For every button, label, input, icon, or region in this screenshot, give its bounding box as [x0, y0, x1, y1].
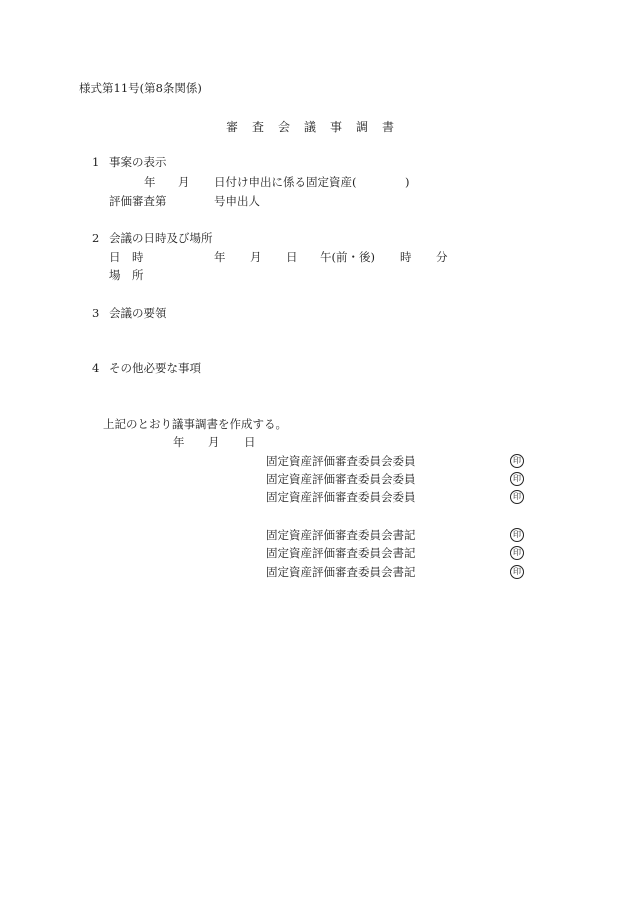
section-number: 1	[92, 155, 100, 169]
hour-label: 時	[400, 250, 412, 264]
place-label: 場 所	[109, 268, 144, 282]
month-label: 月	[178, 175, 190, 189]
closing-statement: 上記のとおり議事調書を作成する。	[103, 417, 287, 431]
signature-role: 固定資産評価審査委員会委員	[266, 454, 416, 468]
seal-icon: 印	[510, 528, 524, 542]
seal-icon: 印	[510, 454, 524, 468]
datetime-label: 日 時	[109, 250, 144, 264]
seal-icon: 印	[510, 565, 524, 579]
month-label: 月	[250, 250, 262, 264]
review-number-prefix: 評価審査第	[109, 194, 167, 208]
title-char: 会	[278, 120, 291, 134]
signature-role: 固定資産評価審査委員会書記	[266, 546, 416, 560]
application-text: 日付け申出に係る固定資産(	[214, 175, 357, 189]
signature-role: 固定資産評価審査委員会書記	[266, 528, 416, 542]
title-char: 書	[382, 120, 395, 134]
title-char: 議	[304, 120, 317, 134]
signature-role: 固定資産評価審査委員会書記	[266, 565, 416, 579]
section-number: 2	[92, 231, 100, 245]
section-number: 4	[92, 361, 100, 375]
signature-role: 固定資産評価審査委員会委員	[266, 490, 416, 504]
close-paren: )	[405, 175, 410, 189]
seal-icon: 印	[510, 546, 524, 560]
signature-role: 固定資産評価審査委員会委員	[266, 472, 416, 486]
document-title	[226, 120, 408, 134]
day-label: 日	[286, 250, 298, 264]
section-number: 3	[92, 306, 100, 320]
applicant-label: 号申出人	[214, 194, 260, 208]
seal-icon: 印	[510, 490, 524, 504]
section-label: 会議の日時及び場所	[109, 231, 213, 245]
closing-year: 年	[173, 435, 185, 449]
year-label: 年	[214, 250, 226, 264]
section-label: 事案の表示	[109, 155, 167, 169]
title-char: 査	[252, 120, 265, 134]
title-char: 調	[356, 120, 369, 134]
ampm-label: 午(前・後)	[320, 250, 375, 264]
title-char: 事	[330, 120, 343, 134]
minute-label: 分	[436, 250, 448, 264]
closing-day: 日	[244, 435, 256, 449]
year-label: 年	[144, 175, 156, 189]
form-number: 様式第11号(第8条関係)	[79, 81, 202, 95]
title-char: 審	[226, 120, 239, 134]
section-label: その他必要な事項	[109, 361, 201, 375]
closing-month: 月	[208, 435, 220, 449]
section-label: 会議の要領	[109, 306, 167, 320]
seal-icon: 印	[510, 472, 524, 486]
